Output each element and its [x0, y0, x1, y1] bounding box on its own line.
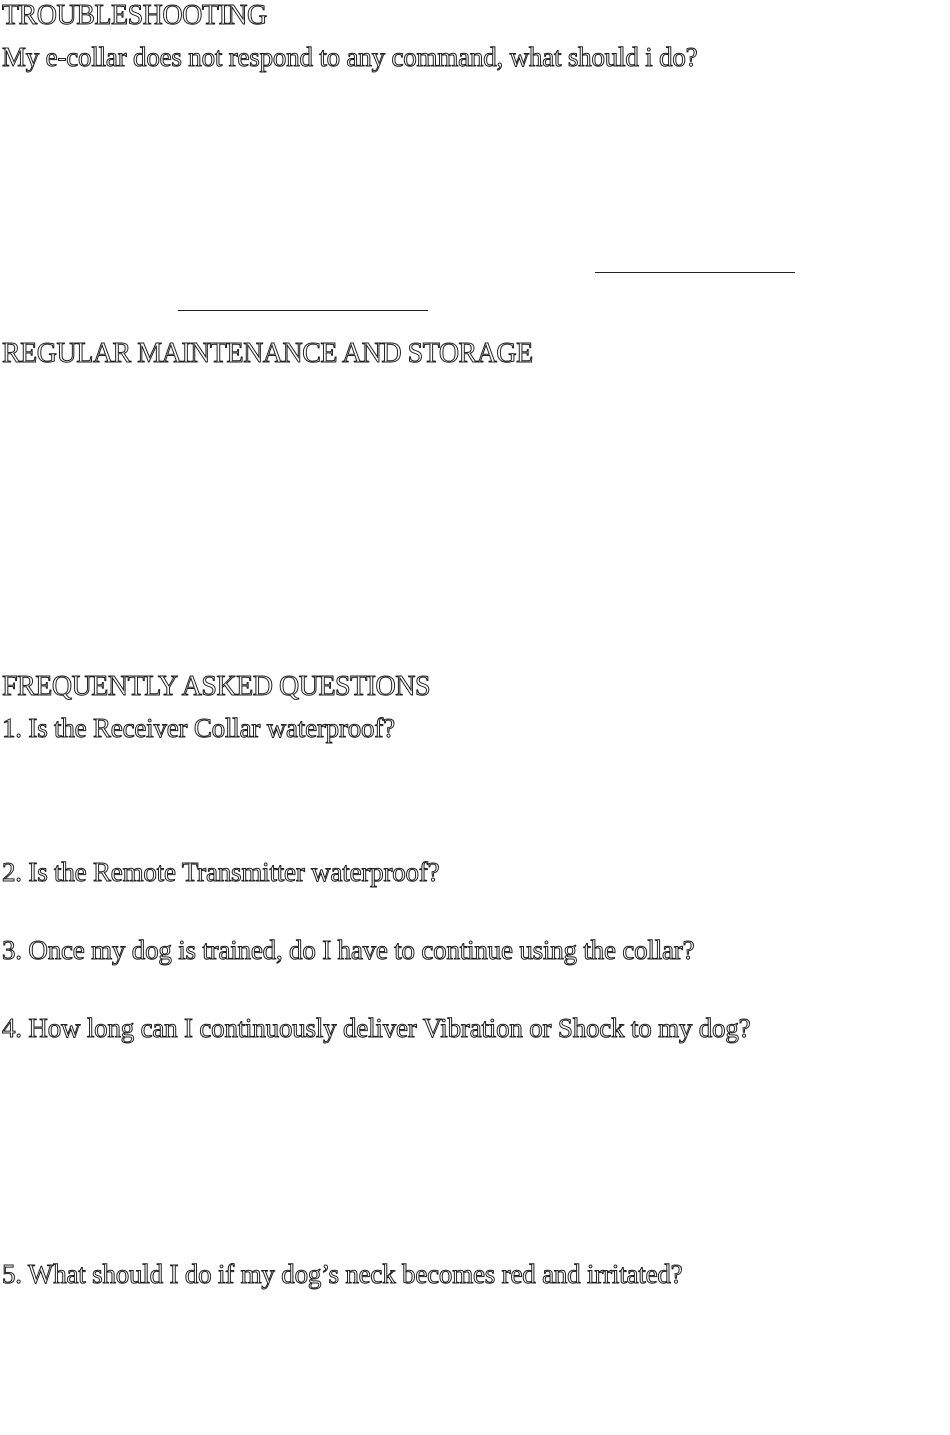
- faq-question-4: 4. How long can I continuously deliver Vibration or Shock to my dog?: [2, 1013, 751, 1043]
- faq-question-1: 1. Is the Receiver Collar waterproof?: [2, 713, 395, 743]
- link-underline-2: [178, 310, 428, 311]
- faq-question-2: 2. Is the Remote Transmitter waterproof?: [2, 857, 440, 887]
- maintenance-heading: REGULAR MAINTENANCE AND STORAGE: [2, 338, 533, 369]
- troubleshooting-question: My e-collar does not respond to any command, what should i do?: [2, 42, 698, 72]
- link-underline-1: [595, 272, 795, 273]
- faq-question-3: 3. Once my dog is trained, do I have to continue using the collar?: [2, 935, 695, 965]
- troubleshooting-heading: TROUBLESHOOTING: [2, 0, 267, 31]
- faq-heading: FREQUENTLY ASKED QUESTIONS: [2, 671, 431, 702]
- faq-question-5: 5. What should I do if my dog’s neck becomes red and irritated?: [2, 1259, 683, 1289]
